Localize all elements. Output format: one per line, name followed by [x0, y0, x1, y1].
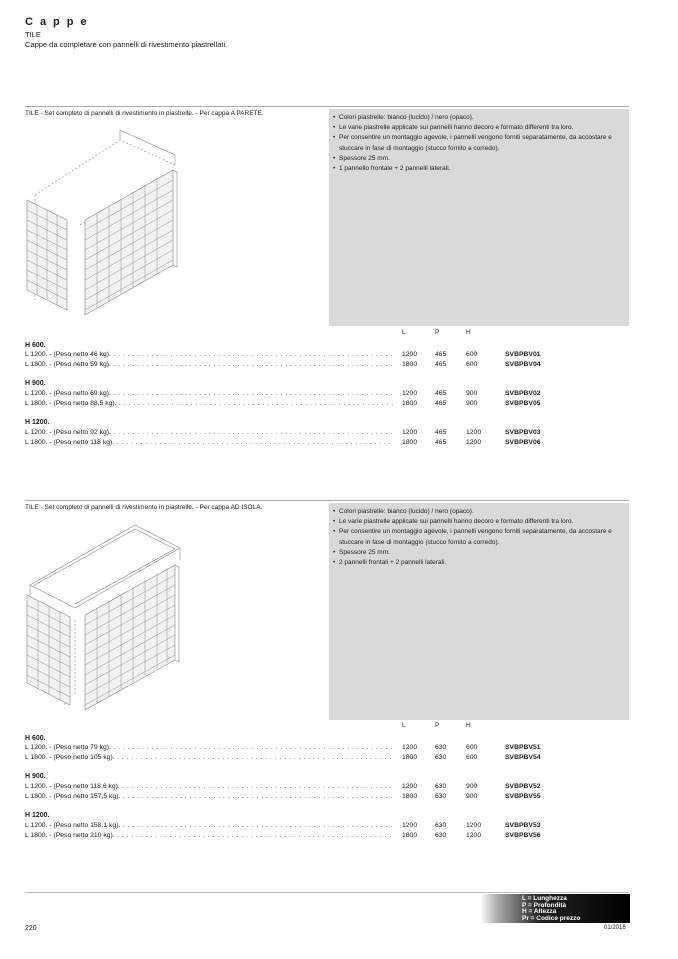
row-code: SVBPBV53 — [505, 822, 541, 829]
feature-item: • Colori piastrelle: bianco (lucido) / nero (opaco). — [333, 113, 626, 123]
row-height: 1200 — [466, 832, 482, 839]
feature-item: • 2 pannelli frontali + 2 pannelli laterali. — [333, 558, 626, 568]
row-height: 900 — [466, 390, 478, 397]
row-code: SVBPBV02 — [505, 390, 541, 397]
legend-item: P = Profondità — [522, 901, 567, 909]
group-label: H 600. — [25, 735, 46, 742]
features-panel — [329, 109, 629, 326]
table-row — [25, 822, 605, 832]
row-code: SVBPBV51 — [505, 744, 541, 751]
row-height: 600 — [466, 361, 478, 368]
row-length: 1800 — [402, 793, 418, 800]
row-height: 1200 — [466, 822, 482, 829]
table-row — [25, 783, 605, 793]
row-code: SVBPBV56 — [505, 832, 541, 839]
column-header-h: H — [466, 722, 471, 729]
row-depth: 465 — [435, 439, 447, 446]
group-label: H 1200. — [25, 419, 50, 426]
row-height: 900 — [466, 400, 478, 407]
legend-item: L = Lunghezza — [522, 895, 567, 902]
row-length: 1200 — [402, 390, 418, 397]
table-row — [25, 400, 605, 410]
row-height: 900 — [466, 793, 478, 800]
row-length: 1800 — [402, 400, 418, 407]
table-row — [25, 390, 605, 400]
row-description: L 1200. - (Peso netto 79 kg). . . . — [25, 744, 393, 751]
page-title: Cappe — [25, 16, 94, 28]
row-description: L 1800. - (Peso netto 210 kg). . . . — [25, 832, 393, 839]
row-depth: 630 — [435, 783, 447, 790]
row-description: L 1200. - (Peso netto 69 kg). . . . — [25, 390, 393, 397]
row-length: 1200 — [402, 783, 418, 790]
island-hood-tile-panels-drawing — [25, 520, 185, 720]
feature-item: • Spessore 25 mm. — [333, 548, 626, 558]
row-length: 1200 — [402, 822, 418, 829]
row-code: SVBPBV03 — [505, 429, 541, 436]
row-length: 1800 — [402, 361, 418, 368]
row-depth: 465 — [435, 361, 447, 368]
row-length: 1800 — [402, 754, 418, 761]
table-row — [25, 793, 605, 803]
feature-item: • Per consentire un montaggio agevole, i pannelli vengono forniti separatamente, da accostare e stuccare in fase di montaggio (stucco fornito a corredo). — [333, 133, 626, 153]
table-row — [25, 429, 605, 439]
row-description: L 1800. - (Peso netto 59 kg). . . . — [25, 361, 393, 368]
group-label: H 900. — [25, 773, 46, 780]
table-row — [25, 439, 605, 449]
group-label: H 900. — [25, 380, 46, 387]
feature-item: • Le varie piastrelle applicate sui pannelli hanno decoro e formato differenti tra loro. — [333, 123, 626, 133]
row-code: SVBPBV55 — [505, 793, 541, 800]
section-divider — [25, 106, 629, 107]
legend-box — [480, 894, 630, 923]
table-row — [25, 832, 605, 842]
page-number: 220 — [25, 925, 37, 932]
row-description: L 1800. - (Peso netto 105 kg). . . . — [25, 754, 393, 761]
page-description: Cappe da completare con pannelli di rivestimento piastrellati. — [25, 40, 228, 49]
row-depth: 630 — [435, 793, 447, 800]
row-height: 600 — [466, 744, 478, 751]
table-row — [25, 351, 605, 361]
row-depth: 465 — [435, 351, 447, 358]
table-row — [25, 754, 605, 764]
footer-divider — [25, 892, 629, 893]
row-length: 1800 — [402, 832, 418, 839]
section-title: TILE - Set completo di pannelli di rivestimento in piastrelle. - Per cappa AD ISOLA. — [25, 504, 263, 511]
row-depth: 630 — [435, 822, 447, 829]
row-code: SVBPBV52 — [505, 783, 541, 790]
row-description: L 1800. - (Peso netto 88,5 kg). . . . — [25, 400, 393, 407]
row-height: 1200 — [466, 429, 482, 436]
row-height: 600 — [466, 754, 478, 761]
legend-item: H = Altezza — [522, 908, 557, 916]
column-header-h: H — [466, 329, 471, 336]
row-description: L 1200. - (Peso netto 92 kg). . . . — [25, 429, 393, 436]
row-depth: 630 — [435, 744, 447, 751]
row-depth: 630 — [435, 832, 447, 839]
table-row — [25, 744, 605, 754]
row-code: SVBPBV04 — [505, 361, 541, 368]
row-description: L 1200. - (Peso netto 46 kg). . . . — [25, 351, 393, 358]
features-panel — [329, 503, 629, 720]
wall-hood-tile-panels-drawing — [25, 125, 185, 325]
section-title: TILE - Set completo di pannelli di rivestimento in piastrelle. - Per cappa A PARETE. — [25, 110, 264, 117]
section-divider — [25, 500, 629, 501]
group-label: H 1200. — [25, 812, 50, 819]
row-description: L 1800. - (Peso netto 157,5 kg). . . . — [25, 793, 393, 800]
row-length: 1200 — [402, 429, 418, 436]
row-code: SVBPBV06 — [505, 439, 541, 446]
feature-item: • Colori piastrelle: bianco (lucido) / nero (opaco). — [333, 507, 626, 517]
row-length: 1200 — [402, 744, 418, 751]
group-label: H 600. — [25, 342, 46, 349]
row-code: SVBPBV54 — [505, 754, 541, 761]
feature-item: • Le varie piastrelle applicate sui pannelli hanno decoro e formato differenti tra loro. — [333, 517, 626, 527]
row-description: L 1200. - (Peso netto 158,1 kg). . . . — [25, 822, 393, 829]
feature-item: • Per consentire un montaggio agevole, i pannelli vengono forniti separatamente, da accostare e stuccare in fase di montaggio (stucco fornito a corredo). — [333, 527, 626, 547]
row-depth: 465 — [435, 429, 447, 436]
column-header-l: L — [402, 329, 406, 336]
row-code: SVBPBV05 — [505, 400, 541, 407]
row-length: 1800 — [402, 439, 418, 446]
row-depth: 630 — [435, 754, 447, 761]
row-length: 1200 — [402, 351, 418, 358]
row-description: L 1800. - (Peso netto 118 kg). . . . — [25, 439, 393, 446]
row-depth: 465 — [435, 390, 447, 397]
row-height: 1200 — [466, 439, 482, 446]
product-line: TILE — [25, 30, 41, 39]
legend-item: Pr = Codice prezzo — [522, 914, 581, 922]
row-height: 900 — [466, 783, 478, 790]
column-header-l: L — [402, 722, 406, 729]
feature-item: • 1 pannello frontale + 2 pannelli laterali. — [333, 164, 626, 174]
feature-item: • Spessore 25 mm. — [333, 154, 626, 164]
row-description: L 1200. - (Peso netto 118,6 kg). . . . — [25, 783, 393, 790]
row-depth: 465 — [435, 400, 447, 407]
row-code: SVBPBV01 — [505, 351, 541, 358]
row-height: 600 — [466, 351, 478, 358]
table-row — [25, 361, 605, 371]
edition-date: 01/2016 — [604, 925, 626, 931]
column-header-p: P — [435, 722, 440, 729]
column-header-p: P — [435, 329, 440, 336]
